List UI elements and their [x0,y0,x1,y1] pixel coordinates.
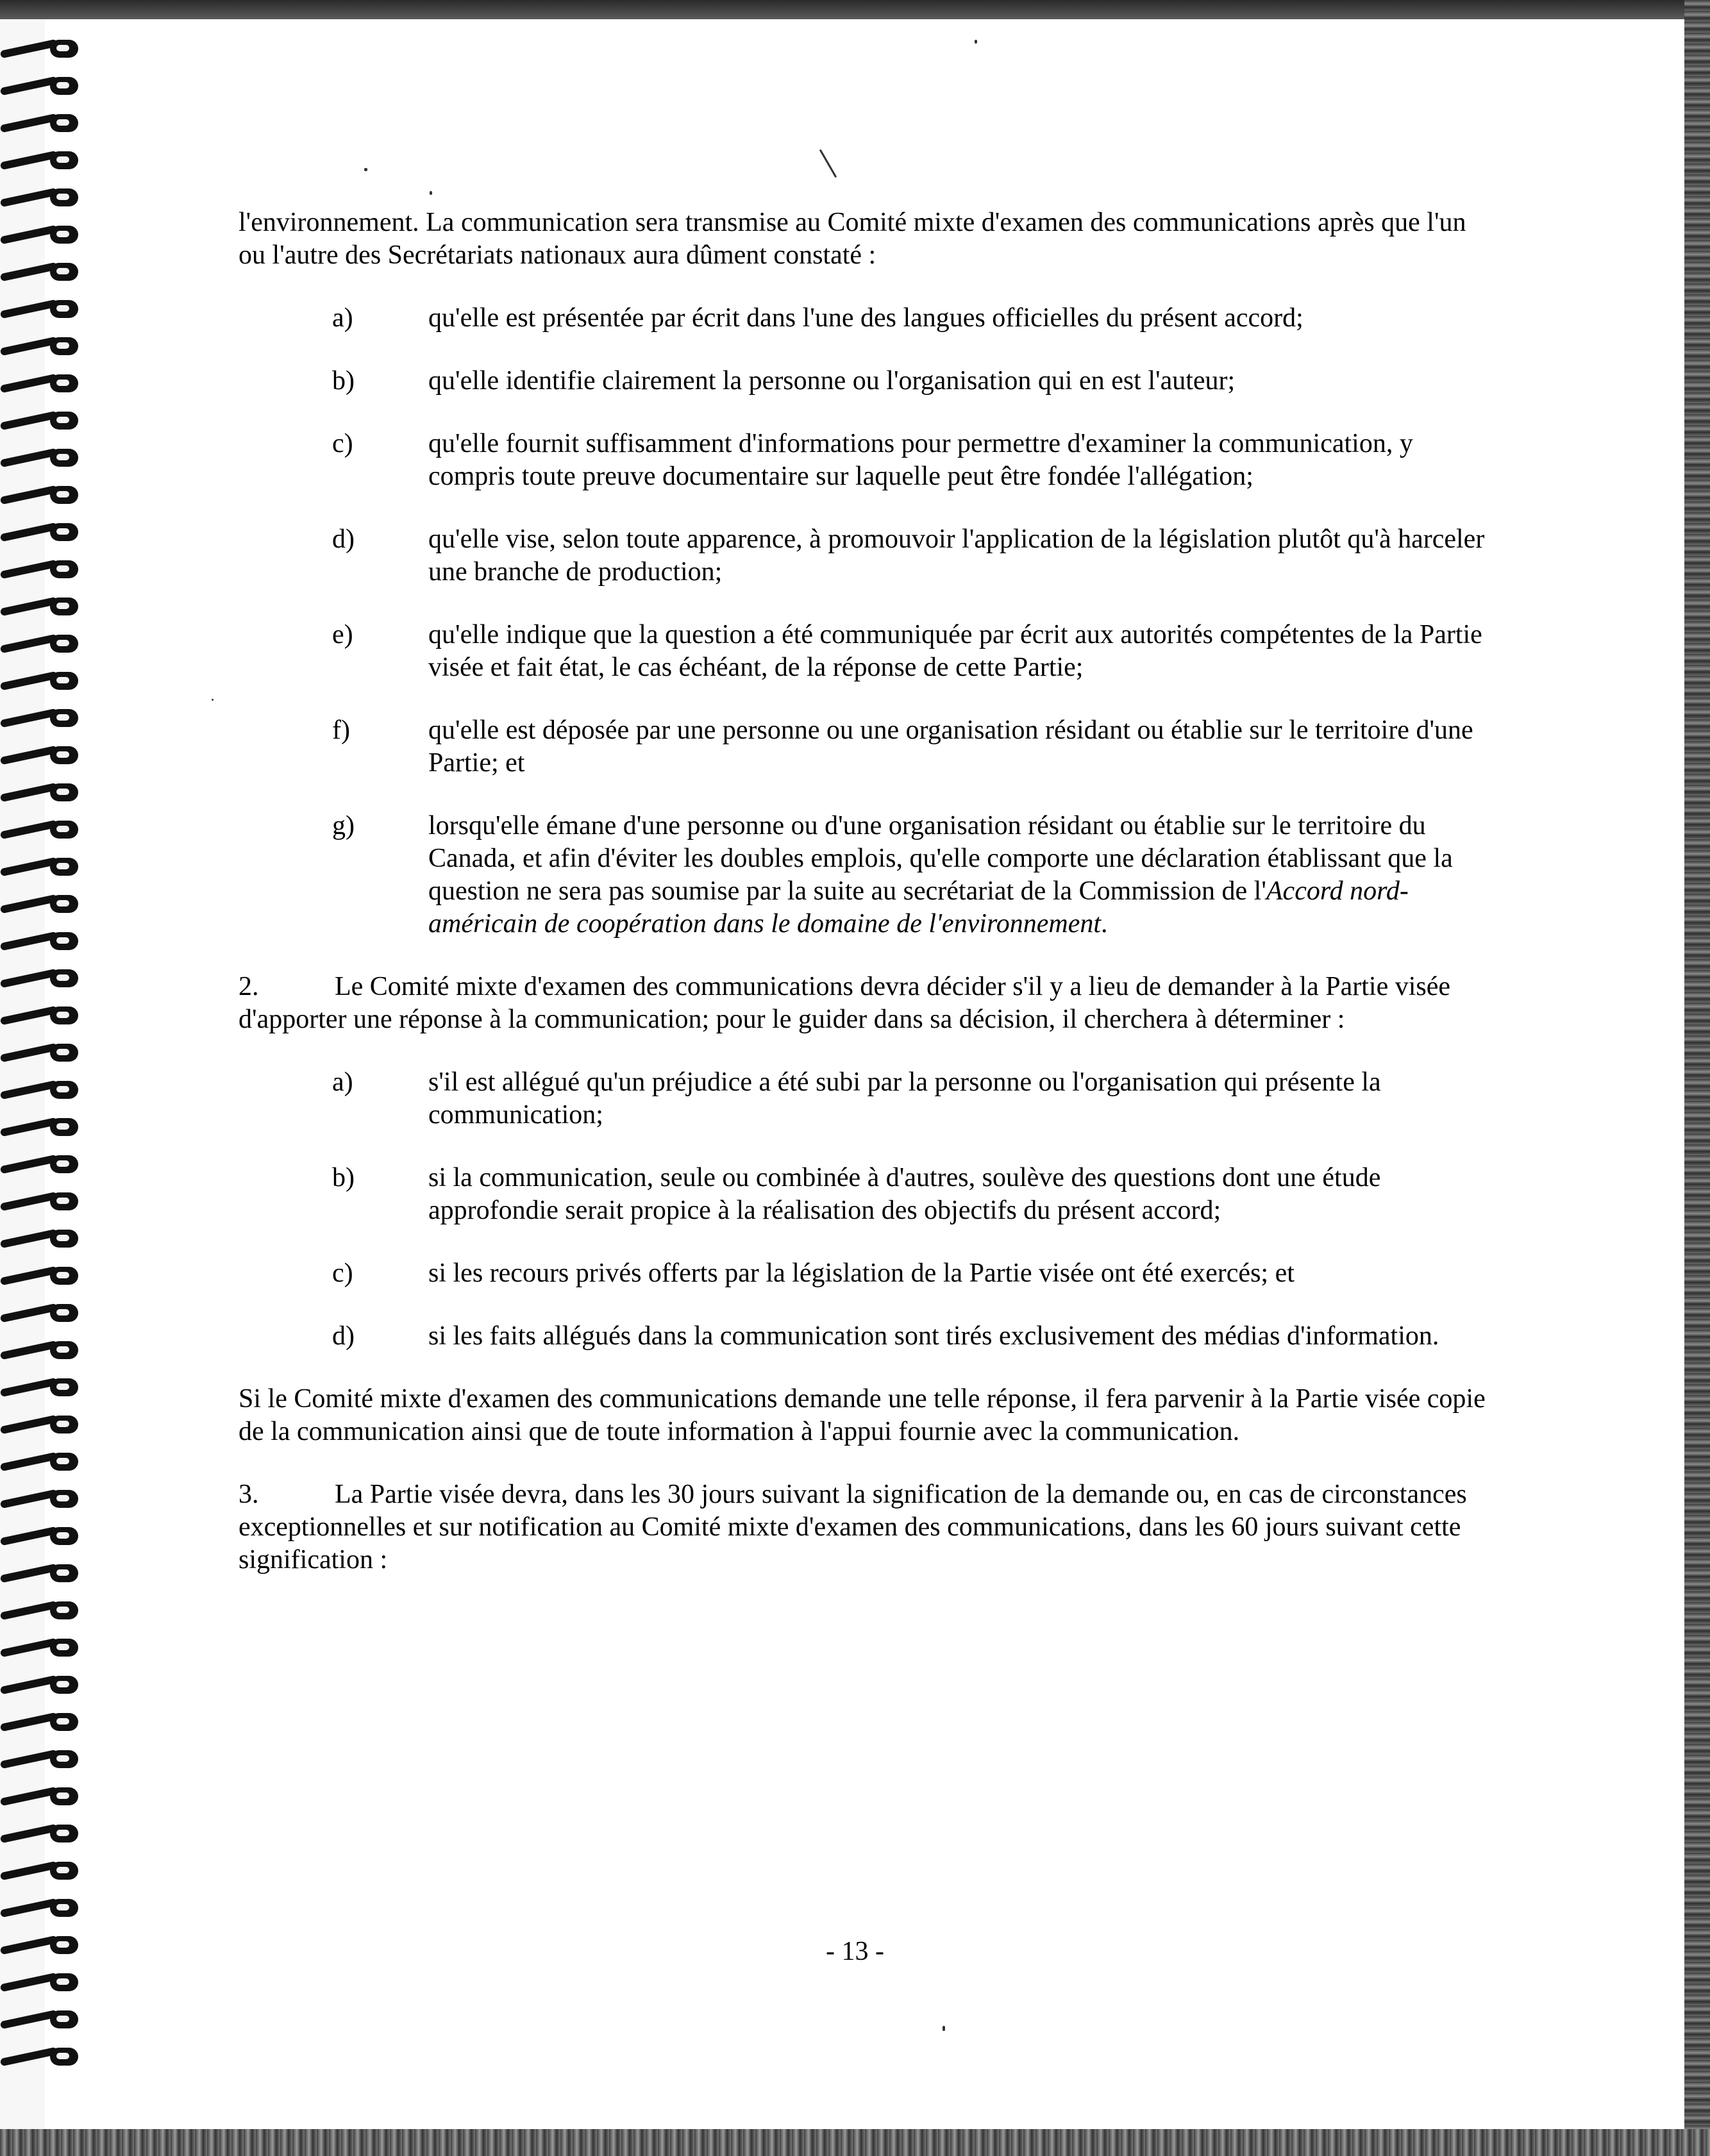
binding-coil [0,113,83,132]
scan-border-right [1684,0,1710,2156]
list-item-text: qu'elle indique que la question a été communiquée par écrit aux autorités compétentes de la Partie visée et fait état, le cas échéant, de la réponse de cette Partie; [428,620,1482,682]
binding-coil [0,2046,83,2066]
binding-coil [0,1637,83,1657]
binding-coil [0,1749,83,1768]
section-text: La Partie visée devra, dans les 30 jours suivant la signification de la demande ou, en cas de circonstances exceptionnelles et sur notification au Comité mixte d'examen des communications, dans les 60 jours suivant cette signification : [239,1480,1467,1575]
section-text: Le Comité mixte d'examen des communications devra décider s'il y a lieu de demander à la Partie visée d'apporter une réponse à la communication; pour le guider dans sa décision, il cherchera à déterminer : [239,972,1451,1034]
binding-coil [0,262,83,281]
binding-coil [0,782,83,801]
list-item [239,523,1495,589]
binding-coil [0,1451,83,1471]
binding-coil [0,1005,83,1024]
binding-coil [0,1860,83,1880]
binding-coil [0,1414,83,1433]
determination-list [239,1066,1495,1353]
binding-coil [0,708,83,727]
section-number: 3. [239,1480,259,1509]
criteria-list [239,302,1495,940]
list-item-text: si les faits allégués dans la communication sont tirés exclusivement des médias d'information. [428,1321,1439,1351]
scan-speck [943,2026,945,2031]
binding-coil [0,410,83,430]
section-2-paragraph [239,971,1495,1036]
list-item-text: s'il est allégué qu'un préjudice a été subi par la personne ou l'organisation qui présente la communication; [428,1067,1381,1130]
binding-coil [0,671,83,690]
list-item-label: c) [332,429,353,458]
binding-coil [0,224,83,244]
list-item [239,1162,1495,1227]
list-item-text: si les recours privés offerts par la législation de la Partie visée ont été exercés; et [428,1258,1295,1288]
binding-coil [0,1972,83,1991]
binding-coil [0,745,83,764]
list-item [239,714,1495,780]
binding-coil [0,1303,83,1322]
list-item-text: qu'elle est déposée par une personne ou une organisation résidant ou établie sur le territoire d'une Partie; et [428,715,1473,778]
binding-coil [0,1080,83,1099]
section-number: 2. [239,972,259,1001]
list-item-label: b) [332,366,355,396]
binding-coil [0,1228,83,1248]
scan-speck [212,699,214,701]
list-item-text: qu'elle est présentée par écrit dans l'une des langues officielles du présent accord; [428,303,1303,333]
list-item [239,810,1495,940]
binding-coil [0,596,83,615]
binding-coil [0,1600,83,1619]
list-item-text: qu'elle fournit suffisamment d'informations pour permettre d'examiner la communication, y compris toute preuve documentaire sur laquelle peut être fondée l'allégation; [428,429,1413,491]
list-item-label: b) [332,1163,355,1192]
list-item [239,1320,1495,1353]
binding-coil [0,336,83,355]
list-item [239,1066,1495,1132]
binding-coil [0,1675,83,1694]
scan-border-bottom [0,2129,1710,2156]
list-item [239,365,1495,397]
binding-coil [0,931,83,950]
binding-coil [0,522,83,541]
list-item-text: si la communication, seule ou combinée à d'autres, soulève des questions dont une étude approfondie serait propice à la réalisation des objectifs du présent accord; [428,1163,1381,1225]
list-item-label: g) [332,811,355,840]
list-item-text: qu'elle vise, selon toute apparence, à promouvoir l'application de la législation plutôt qu'à harceler une branche de production; [428,524,1485,587]
binding-coil [0,485,83,504]
binding-coil [0,373,83,392]
binding-coil [0,968,83,987]
list-item-label: d) [332,524,355,554]
binding-coil [0,1823,83,1843]
binding-coil [0,1117,83,1136]
binding-coil [0,894,83,913]
scan-border-top [0,0,1710,19]
binding-coil [0,38,83,58]
binding-coil [0,1266,83,1285]
binding-coil [0,1191,83,1210]
list-item-label: e) [332,620,353,649]
scan-speck [364,168,367,171]
binding-coil [0,819,83,839]
list-item [239,302,1495,335]
list-item-text: qu'elle identifie clairement la personne ou l'organisation qui en est l'auteur; [428,366,1236,396]
binding-coil [0,299,83,318]
list-item-text: lorsqu'elle émane d'une personne ou d'une organisation résidant ou établie sur le territoire du Canada, et afin d'éviter les doubles emplois, qu'elle comporte une déclaration établissant que la question ne sera pas soumise par la suite au secrétariat de la Commission de l' [428,811,1453,906]
list-item [239,619,1495,684]
binding-coil [0,1340,83,1359]
binding-coil [0,1563,83,1582]
list-item-text-end: . [1101,909,1108,939]
document-body [239,206,1495,1576]
binding-coil [0,1377,83,1396]
scan-speck [975,40,977,44]
list-item [239,1257,1495,1290]
binding-coil [0,1712,83,1731]
section-3-paragraph [239,1478,1495,1576]
list-item-label: c) [332,1258,353,1288]
intro-paragraph: l'environnement. La communication sera transmise au Comité mixte d'examen des communications après que l'un ou l'autre des Secrétariats nationaux aura dûment constaté : [239,208,1466,270]
list-item-label: f) [332,715,350,745]
list-item-label: a) [332,303,353,333]
binding-coil [0,1526,83,1545]
response-paragraph: Si le Comité mixte d'examen des communications demande une telle réponse, il fera parvenir à la Partie visée copie de la communication ainsi que de toute information à l'appui fournie avec la communication. [239,1384,1486,1446]
list-item-label: a) [332,1067,353,1097]
binding-coil [0,633,83,653]
spiral-binding [0,38,90,2128]
binding-coil [0,857,83,876]
binding-coil [0,1042,83,1062]
scan-speck [430,191,432,195]
binding-coil [0,76,83,95]
list-item [239,428,1495,493]
binding-coil [0,2009,83,2028]
binding-coil [0,559,83,578]
binding-coil [0,1489,83,1508]
binding-coil [0,1898,83,1917]
binding-coil [0,447,83,467]
treaty-title-italic: Accord nord-américain de coopération dans le domaine de l'environnement [428,876,1409,939]
binding-coil [0,150,83,169]
binding-coil [0,1154,83,1173]
binding-coil [0,187,83,206]
page-number: - 13 - [826,1937,884,1966]
list-item-label: d) [332,1321,355,1351]
binding-coil [0,1786,83,1805]
